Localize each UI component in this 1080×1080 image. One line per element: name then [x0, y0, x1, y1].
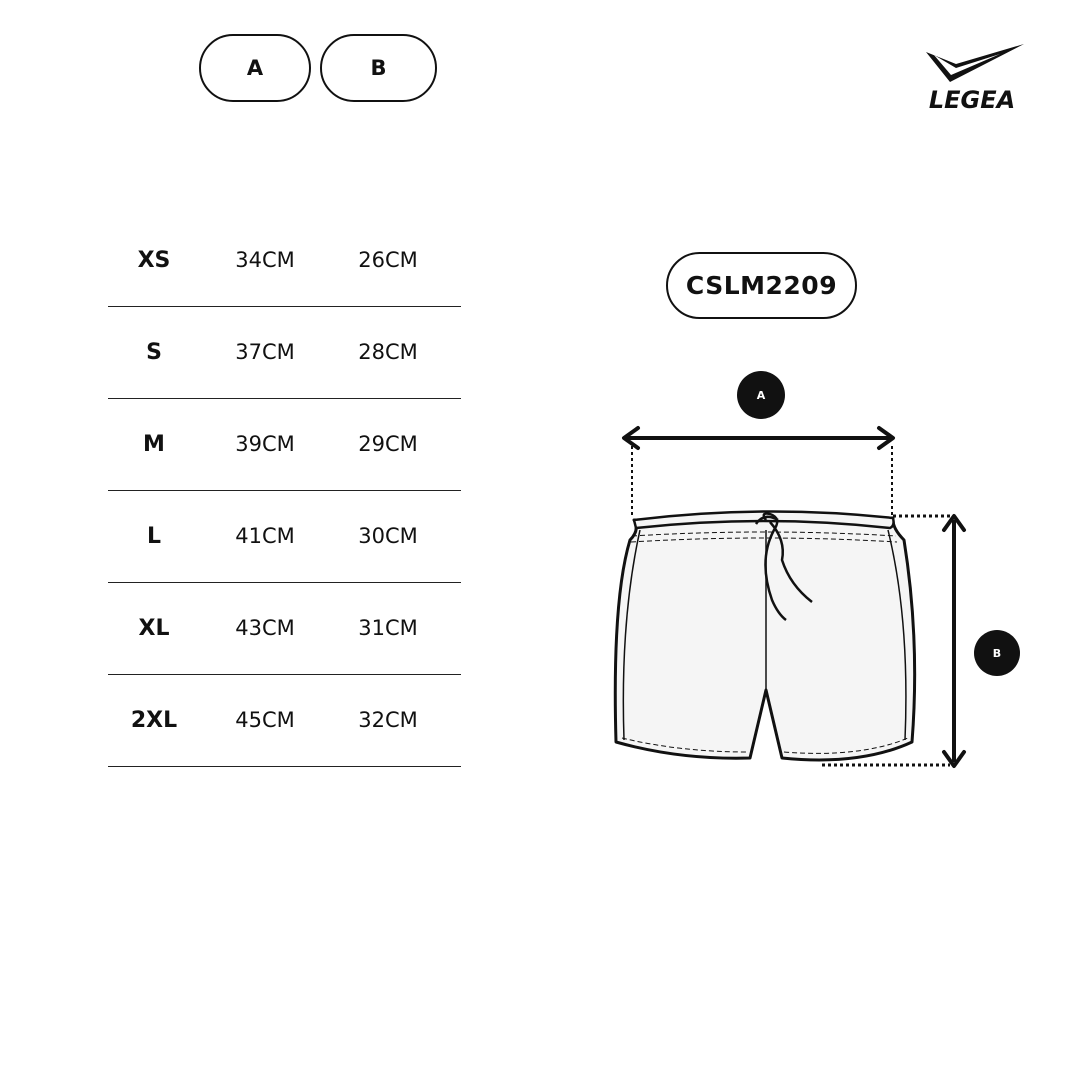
legea-swoosh-icon: [920, 42, 1026, 86]
column-a-header: A: [199, 34, 311, 102]
size-label: M: [143, 432, 165, 457]
measure-b: 30CM: [358, 524, 418, 548]
size-label: XL: [138, 616, 170, 641]
measure-a: 37CM: [235, 340, 295, 364]
marker-a-icon: [737, 371, 785, 419]
shorts-measurement-diagram: [600, 360, 1040, 780]
measure-b: 28CM: [358, 340, 418, 364]
marker-b-label: B: [992, 647, 1002, 660]
size-label: 2XL: [130, 708, 178, 733]
measure-b: 29CM: [358, 432, 418, 456]
table-row: [108, 215, 461, 307]
measure-a: 45CM: [235, 708, 295, 732]
table-row: [108, 491, 461, 583]
measure-a: 43CM: [235, 616, 295, 640]
measure-b: 31CM: [358, 616, 418, 640]
table-row: [108, 399, 461, 491]
table-row: [108, 583, 461, 675]
table-row: [108, 675, 461, 767]
shorts-icon: [615, 511, 914, 760]
marker-a-label: A: [756, 389, 766, 402]
measure-a: 41CM: [235, 524, 295, 548]
table-row: [108, 307, 461, 399]
brand-logo: [910, 42, 1034, 122]
measure-a: 39CM: [235, 432, 295, 456]
size-label: XS: [137, 248, 171, 273]
brand-name: LEGEA: [928, 86, 1016, 114]
size-label: S: [146, 340, 162, 365]
size-table: [108, 215, 461, 767]
width-arrow: [624, 428, 893, 516]
column-b-header: B: [320, 34, 437, 102]
measure-a: 34CM: [235, 248, 295, 272]
size-label: L: [146, 524, 162, 549]
marker-b-icon: [974, 630, 1020, 676]
measure-b: 32CM: [358, 708, 418, 732]
measure-b: 26CM: [358, 248, 418, 272]
product-code: CSLM2209: [666, 252, 857, 319]
